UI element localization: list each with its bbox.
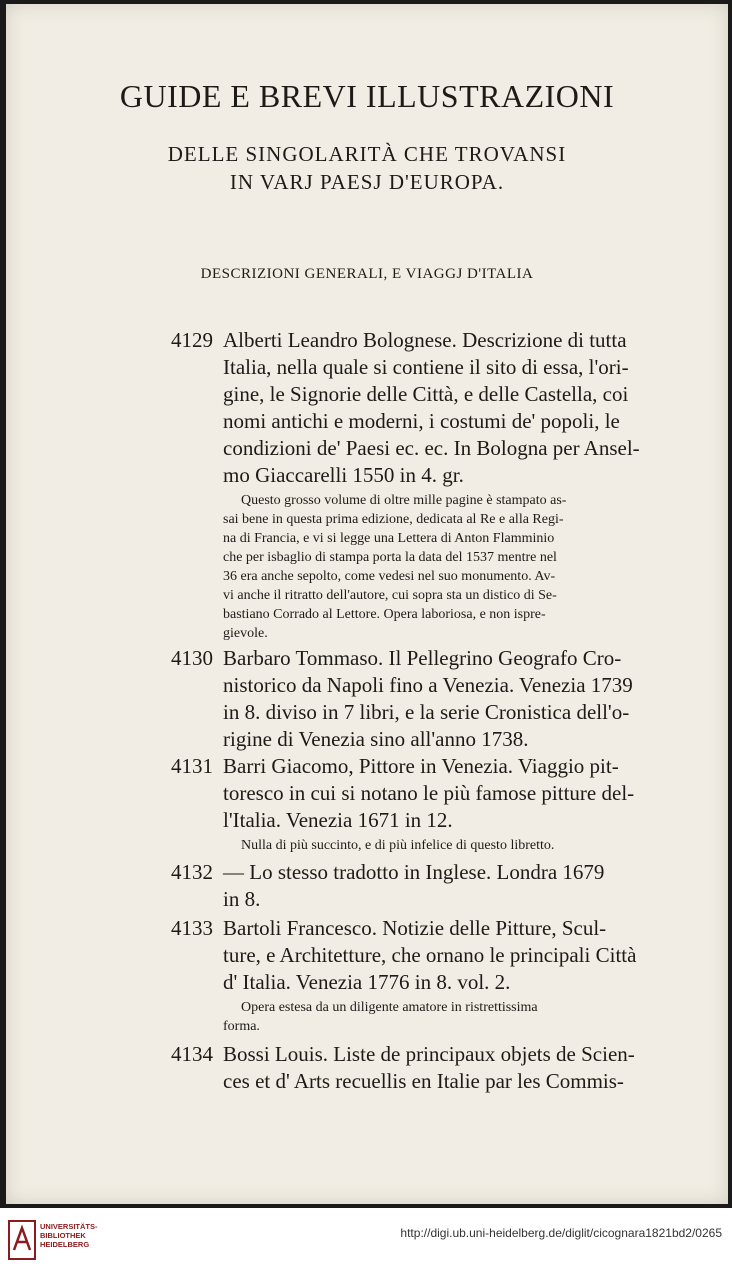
logo-line: HEIDELBERG (40, 1240, 90, 1249)
entry-line: Barri Giacomo, Pittore in Venezia. Viaggio pit- (223, 754, 619, 778)
entry-line: nomi antichi e moderni, i costumi de' popoli, le (223, 409, 620, 433)
entry-line: in 8. (223, 887, 261, 911)
university-logo-icon (8, 1220, 36, 1260)
logo-line: BIBLIOTHEK (40, 1231, 86, 1240)
entry-line: Bartoli Francesco. Notizie delle Pitture, Scul- (223, 916, 607, 940)
entry-line: — Lo stesso tradotto in Inglese. Londra 1679 (223, 860, 605, 884)
entry-line: Alberti Leandro Bolognese. Descrizione di tutta (223, 328, 627, 352)
entry-line: Italia, nella quale si contiene il sito di essa, l'ori- (223, 355, 629, 379)
entry-note: Opera estesa da un diligente amatore in ristrettissima (241, 1000, 538, 1015)
entry-note: 36 era anche sepolto, come vedesi nel suo monumento. Av- (223, 569, 556, 584)
entry-line: ces et d' Arts recuellis en Italie par les Commis- (223, 1069, 624, 1093)
entry-line: l'Italia. Venezia 1671 in 12. (223, 808, 453, 832)
entry-line: gine, le Signorie delle Città, e delle Castella, coi (223, 382, 629, 406)
entry-number: 4132 (171, 860, 213, 884)
permalink-url[interactable]: http://digi.ub.uni-heidelberg.de/diglit/cicognara1821bd2/0265 (400, 1226, 722, 1240)
book-page (6, 4, 728, 1204)
entry-number: 4133 (171, 916, 213, 940)
entry-note: bastiano Corrado al Lettore. Opera laboriosa, e non ispre- (223, 607, 546, 622)
entry-number: 4134 (171, 1042, 213, 1066)
subtitle-line-1: DELLE SINGOLARITÀ CHE TROVANSI (167, 142, 567, 166)
entry-number: 4129 (171, 328, 213, 352)
entry-number: 4131 (171, 754, 213, 778)
logo-line: UNIVERSITÄTS- (40, 1222, 98, 1231)
entry-line: mo Giaccarelli 1550 in 4. gr. (223, 463, 464, 487)
section-heading: DESCRIZIONI GENERALI, E VIAGGJ D'ITALIA (200, 266, 534, 282)
entry-note: Questo grosso volume di oltre mille pagine è stampato as- (241, 493, 567, 508)
entry-note: Nulla di più succinto, e di più infelice di questo libretto. (241, 838, 555, 853)
viewer-footer (0, 1208, 732, 1264)
entry-note: gievole. (223, 626, 268, 641)
entry-line: condizioni de' Paesi ec. ec. In Bologna per Ansel- (223, 436, 640, 460)
entry-line: nistorico da Napoli fino a Venezia. Venezia 1739 (223, 673, 633, 697)
entry-line: Bossi Louis. Liste de principaux objets de Scien- (223, 1042, 635, 1066)
entry-number: 4130 (171, 646, 213, 670)
entry-line: in 8. diviso in 7 libri, e la serie Cronistica dell'o- (223, 700, 630, 724)
entry-note: vi anche il ritratto dell'autore, cui sopra sta un distico di Se- (223, 588, 557, 603)
library-logo-text (40, 1222, 98, 1249)
entry-line: ture, e Architetture, che ornano le principali Città (223, 943, 637, 967)
entry-line: Barbaro Tommaso. Il Pellegrino Geografo Cro- (223, 646, 622, 670)
entry-line: toresco in cui si notano le più famose pitture del- (223, 781, 635, 805)
entry-line: rigine di Venezia sino all'anno 1738. (223, 727, 529, 751)
entry-note: che per isbaglio di stampa porta la data del 1537 mentre nel (223, 550, 557, 565)
entry-note: sai bene in questa prima edizione, dedicata al Re e alla Regi- (223, 512, 564, 527)
subtitle-line-2: IN VARJ PAESJ D'EUROPA. (229, 170, 505, 194)
page-title: GUIDE E BREVI ILLUSTRAZIONI (119, 78, 615, 114)
entry-line: d' Italia. Venezia 1776 in 8. vol. 2. (223, 970, 511, 994)
entry-note: forma. (223, 1019, 260, 1034)
entry-note: na di Francia, e vi si legge una Lettera di Anton Flamminio (223, 531, 555, 546)
